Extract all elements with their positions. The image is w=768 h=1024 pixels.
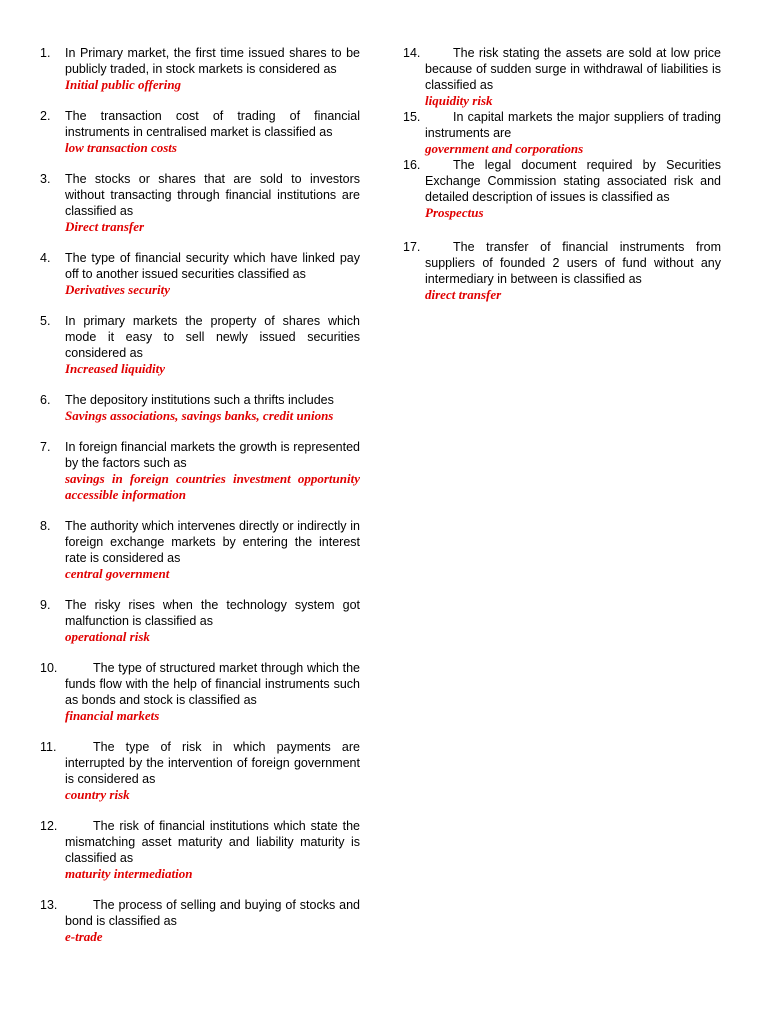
question-9 <box>40 597 360 645</box>
question-16 <box>403 157 721 221</box>
question-text: The type of risk in which payments are interrupted by the intervention of foreign government is considered as <box>65 740 360 786</box>
question-text: In foreign financial markets the growth is represented by the factors such as <box>65 440 360 470</box>
question-number: 5. <box>40 314 51 328</box>
question-text: In primary markets the property of shares which mode it easy to sell newly issued securities considered as <box>65 314 360 360</box>
question-number: 7. <box>40 440 51 454</box>
question-number: 14. <box>403 46 421 60</box>
question-5 <box>40 313 360 377</box>
question-10 <box>40 660 360 724</box>
answer-text: central government <box>65 566 170 581</box>
question-text: The stocks or shares that are sold to investors without transacting through financial institutions are classified as <box>65 172 360 218</box>
question-text: The transfer of financial instruments from suppliers of founded 2 users of fund without any intermediary in between is classified as <box>425 240 721 286</box>
answer-text: Direct transfer <box>65 219 145 234</box>
question-number: 12. <box>40 819 58 833</box>
answer-text: savings in foreign countries investment opportunity accessible information <box>65 471 360 502</box>
answer-text: Increased liquidity <box>65 361 166 376</box>
question-text: In Primary market, the first time issued shares to be publicly traded, in stock markets is considered as <box>65 46 360 76</box>
question-number: 4. <box>40 251 51 265</box>
question-3 <box>40 171 360 235</box>
question-text: The depository institutions such a thrifts includes <box>65 393 334 407</box>
question-number: 17. <box>403 240 421 254</box>
answer-text: Prospectus <box>425 205 484 220</box>
answer-text: government and corporations <box>425 141 584 156</box>
question-number: 10. <box>40 661 58 675</box>
question-number: 13. <box>40 898 58 912</box>
question-15 <box>403 109 721 157</box>
question-number: 9. <box>40 598 51 612</box>
answer-text: Initial public offering <box>65 77 182 92</box>
answer-text: financial markets <box>65 708 160 723</box>
left-column <box>40 45 360 960</box>
question-number: 6. <box>40 393 51 407</box>
question-text: The type of financial security which have linked pay off to another issued securities classified as <box>65 251 360 281</box>
question-number: 11. <box>40 740 57 754</box>
question-text: The authority which intervenes directly or indirectly in foreign exchange markets by entering the interest rate is considered as <box>65 519 360 565</box>
question-12 <box>40 818 360 882</box>
question-13 <box>40 897 360 945</box>
answer-text: maturity intermediation <box>65 866 193 881</box>
answer-text: country risk <box>65 787 130 802</box>
question-1 <box>40 45 360 93</box>
answer-text: Derivatives security <box>65 282 171 297</box>
question-number: 1. <box>40 46 51 60</box>
question-8 <box>40 518 360 582</box>
question-text: The risk of financial institutions which state the mismatching asset maturity and liability maturity is classified as <box>65 819 360 865</box>
question-text: The legal document required by Securities Exchange Commission stating associated risk and detailed description of issues is classified as <box>425 158 721 204</box>
question-text: The risky rises when the technology system got malfunction is classified as <box>65 598 360 628</box>
answer-text: Savings associations, savings banks, credit unions <box>65 408 334 423</box>
question-14 <box>403 45 721 109</box>
answer-text: direct transfer <box>425 287 502 302</box>
question-17 <box>403 239 721 303</box>
question-2 <box>40 108 360 156</box>
question-text: In capital markets the major suppliers of trading instruments are <box>425 110 721 140</box>
question-7 <box>40 439 360 503</box>
question-number: 3. <box>40 172 51 186</box>
question-number: 15. <box>403 110 421 124</box>
question-11 <box>40 739 360 803</box>
question-text: The process of selling and buying of stocks and bond is classified as <box>65 898 360 928</box>
question-6 <box>40 392 360 424</box>
question-number: 16. <box>403 158 421 172</box>
question-text: The transaction cost of trading of financial instruments in centralised market is classified as <box>65 109 360 139</box>
answer-text: liquidity risk <box>425 93 493 108</box>
answer-text: e-trade <box>65 929 103 944</box>
question-number: 2. <box>40 109 51 123</box>
question-text: The risk stating the assets are sold at low price because of sudden surge in withdrawal of liabilities is classified as <box>425 46 721 92</box>
question-text: The type of structured market through which the funds flow with the help of financial instruments such as bonds and stock is classified as <box>65 661 360 707</box>
right-column <box>403 45 721 303</box>
answer-text: low transaction costs <box>65 140 177 155</box>
question-number: 8. <box>40 519 51 533</box>
question-4 <box>40 250 360 298</box>
answer-text: operational risk <box>65 629 150 644</box>
